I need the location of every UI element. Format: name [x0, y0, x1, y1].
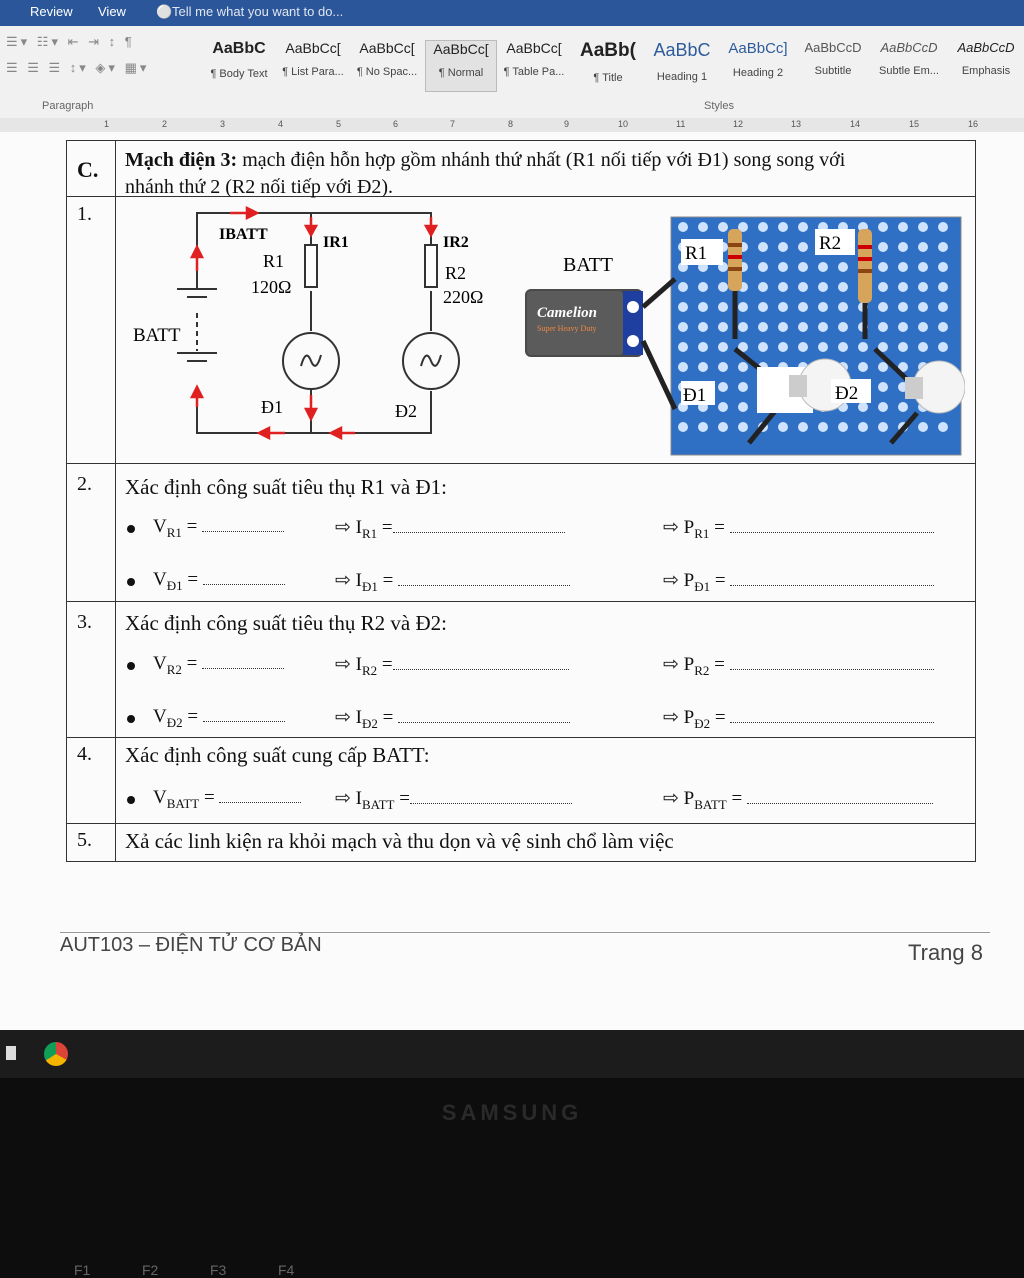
breadboard-hole [778, 282, 788, 292]
arrow-icon: ⇨ [663, 707, 679, 728]
style-subtitle[interactable]: AaBbCcD Subtitle [804, 40, 862, 77]
i-d2-field[interactable]: ⇨ $I_{Đ2}$ = [335, 706, 570, 732]
breadboard-hole [698, 422, 708, 432]
breadboard-hole [718, 402, 728, 412]
breadboard-hole [878, 322, 888, 332]
breadboard-hole [678, 422, 688, 432]
breadboard-hole [938, 322, 948, 332]
arrow-icon: ⇨ [335, 788, 351, 809]
section-letter: C. [77, 157, 99, 182]
breadboard-hole [678, 302, 688, 312]
breadboard-hole [738, 382, 748, 392]
style-subtle-emphasis[interactable]: AaBbCcD Subtle Em... [879, 40, 939, 77]
breadboard-hole [878, 382, 888, 392]
menubar [0, 0, 1024, 26]
breadboard-hole [738, 322, 748, 332]
breadboard-hole [678, 282, 688, 292]
styles-group-label: Styles [704, 100, 734, 112]
breadboard-hole [798, 262, 808, 272]
arrow-icon: ⇨ [335, 707, 351, 728]
breadboard-hole [678, 222, 688, 232]
menu-review[interactable]: Review [30, 4, 73, 19]
paragraph-tools [6, 34, 186, 94]
breadboard-hole [738, 422, 748, 432]
bullet-icon [127, 796, 135, 804]
breadboard-hole [798, 322, 808, 332]
breadboard-hole [758, 282, 768, 292]
breadboard-hole [698, 322, 708, 332]
samsung-logo: SAMSUNG [441, 1100, 583, 1125]
breadboard-hole [698, 342, 708, 352]
breadboard-hole [718, 322, 728, 332]
key-f3: F3 [210, 1262, 227, 1278]
v-r1-field[interactable]: $V_{R1}$ = [153, 516, 284, 541]
breadboard-hole [818, 422, 828, 432]
key-f2: F2 [142, 1262, 159, 1278]
breadboard-hole [738, 302, 748, 312]
v-d1-field[interactable]: $V_{Đ1}$ = [153, 569, 285, 594]
arrow-icon: ⇨ [663, 654, 679, 675]
answer-row [67, 706, 975, 736]
batt-label: BATT [133, 325, 181, 346]
step3-number: 3. [77, 611, 92, 633]
r2-label: R2 [445, 263, 467, 283]
breadboard-hole [778, 242, 788, 252]
key-f4: F4 [278, 1262, 295, 1278]
bb-batt-label: BATT [563, 254, 613, 276]
breadboard-hole [838, 322, 848, 332]
column-divider [115, 141, 116, 861]
battery-image [525, 289, 643, 357]
circuit-schematic [125, 201, 505, 451]
breadboard-hole [878, 422, 888, 432]
i-r1-field[interactable]: ⇨ $I_{R1}$ = [335, 516, 565, 542]
svg-text:Super Heavy Duty: Super Heavy Duty [537, 324, 597, 333]
breadboard-hole [918, 302, 928, 312]
style-heading-1[interactable]: AaBbC Heading 1 [653, 40, 711, 83]
style-body-text[interactable]: AaBbC ¶ Body Text [210, 40, 268, 80]
breadboard-hole [918, 422, 928, 432]
breadboard-hole [718, 222, 728, 232]
breadboard-hole [698, 362, 708, 372]
svg-text:Camelion: Camelion [537, 305, 598, 321]
breadboard-hole [898, 322, 908, 332]
breadboard-hole [838, 302, 848, 312]
breadboard-hole [818, 262, 828, 272]
breadboard-hole [938, 422, 948, 432]
breadboard-hole [938, 302, 948, 312]
arrow-icon: ⇨ [335, 517, 351, 538]
document-page[interactable] [0, 132, 1024, 1030]
style-normal[interactable]: AaBbCc[ ¶ Normal [425, 40, 497, 92]
breadboard-hole [898, 262, 908, 272]
breadboard-hole [918, 242, 928, 252]
step4-number: 4. [77, 743, 92, 765]
style-heading-2[interactable]: AaBbCc] Heading 2 [728, 40, 788, 79]
bb-r2-label: R2 [819, 233, 842, 254]
lightbulb-icon: ⚪ [156, 4, 173, 19]
breadboard-hole [798, 222, 808, 232]
breadboard-hole [758, 342, 768, 352]
breadboard-hole [878, 362, 888, 372]
footer-page-number: Trang 8 [908, 940, 984, 965]
breadboard-hole [898, 302, 908, 312]
breadboard-hole [918, 282, 928, 292]
answer-row [67, 787, 975, 817]
breadboard-hole [678, 322, 688, 332]
breadboard-hole [718, 382, 728, 392]
step2-title: Xác định công suất tiêu thụ R1 và Đ1: [125, 475, 447, 499]
breadboard-hole [798, 282, 808, 292]
resistor-r1 [728, 229, 742, 291]
breadboard-hole [898, 402, 908, 412]
breadboard-hole [838, 262, 848, 272]
bullet-icon [127, 662, 135, 670]
style-list-para[interactable]: AaBbCc[ ¶ List Para... [282, 40, 344, 78]
style-no-spacing[interactable]: AaBbCc[ ¶ No Spac... [356, 40, 418, 78]
breadboard-hole [918, 262, 928, 272]
breadboard-hole [878, 282, 888, 292]
ribbon [0, 26, 1024, 119]
arrow-icon: ⇨ [663, 788, 679, 809]
style-title[interactable]: AaBb( ¶ Title [580, 40, 636, 84]
breadboard-hole [698, 222, 708, 232]
arrow-icon: ⇨ [335, 570, 351, 591]
breadboard-hole [778, 342, 788, 352]
breadboard-hole [858, 362, 868, 372]
breadboard-hole [678, 362, 688, 372]
r1-label: R1 [263, 251, 285, 271]
step1-number: 1. [77, 203, 92, 225]
r1-value: 120Ω [251, 277, 292, 297]
breadboard-hole [898, 242, 908, 252]
breadboard-hole [938, 342, 948, 352]
breadboard-hole [738, 362, 748, 372]
breadboard-hole [818, 322, 828, 332]
arrow-icon: ⇨ [335, 654, 351, 675]
breadboard-hole [718, 302, 728, 312]
breadboard-hole [778, 422, 788, 432]
p-r1-field[interactable]: ⇨ $P_{R1}$ = [663, 516, 934, 542]
breadboard-hole [858, 402, 868, 412]
breadboard-hole [818, 282, 828, 292]
breadboard-hole [858, 422, 868, 432]
style-table-para[interactable]: AaBbCc[ ¶ Table Pa... [503, 40, 565, 78]
breadboard-hole [678, 342, 688, 352]
bb-d1-label: Đ1 [683, 385, 707, 406]
breadboard-hole [758, 222, 768, 232]
taskbar [0, 1030, 1024, 1078]
chrome-icon[interactable] [44, 1042, 68, 1066]
footer-course: AUT103 – ĐIỆN TỬ CƠ BẢN [60, 934, 322, 956]
breadboard-hole [878, 302, 888, 312]
resistor-r2 [858, 229, 872, 303]
breadboard-hole [918, 322, 928, 332]
menu-view[interactable]: View [98, 4, 126, 19]
step5-title: Xả các linh kiện ra khỏi mạch và thu dọn và vệ sinh chổ làm việc [125, 829, 674, 853]
bullet-icon [127, 525, 135, 533]
i-batt-label: IBATT [219, 226, 268, 243]
i-r2-label: IR2 [443, 234, 469, 251]
breadboard-hole [778, 302, 788, 312]
answer-row [67, 516, 975, 546]
i-r1-label: IR1 [323, 234, 349, 251]
p-r2-field[interactable]: ⇨ $P_{R2}$ = [663, 653, 934, 679]
breadboard-hole [898, 282, 908, 292]
i-r2-field[interactable]: ⇨ $I_{R2}$ = [335, 653, 569, 679]
breadboard-hole [798, 242, 808, 252]
breadboard-hole [898, 222, 908, 232]
breadboard-hole [878, 262, 888, 272]
section-title: Mạch điện 3: mạch điện hỗn hợp gồm nhánh thứ nhất (R1 nối tiếp với Đ1) song song với nhánh thứ 2 (R2 nối tiếp với Đ2). [125, 147, 845, 201]
breadboard-hole [698, 282, 708, 292]
bullet-icon [127, 715, 135, 723]
breadboard-illustration [525, 199, 965, 461]
breadboard-hole [898, 342, 908, 352]
align-buttons[interactable]: ☰ ☰ ☰ ↕▾ ◈▾ ▦▾ [6, 60, 150, 75]
d1-label: Đ1 [261, 397, 283, 417]
breadboard-hole [938, 242, 948, 252]
breadboard-hole [718, 282, 728, 292]
list-buttons[interactable]: ☰▾ ☷▾ ⇤ ⇥ ↕ ¶ [6, 34, 135, 49]
breadboard-hole [818, 342, 828, 352]
paragraph-group-label: Paragraph [42, 100, 94, 112]
footer-divider [60, 932, 990, 933]
breadboard-hole [938, 222, 948, 232]
breadboard-hole [738, 402, 748, 412]
breadboard-hole [918, 222, 928, 232]
breadboard-hole [878, 402, 888, 412]
breadboard-hole [758, 322, 768, 332]
step4-title: Xác định công suất cung cấp BATT: [125, 743, 430, 767]
tell-me-box[interactable]: Tell me what you want to do... [172, 4, 344, 19]
step3-title: Xác định công suất tiêu thụ R2 và Đ2: [125, 611, 447, 635]
p-batt-field[interactable]: ⇨ $P_{BATT}$ = [663, 787, 933, 813]
arrow-icon: ⇨ [663, 517, 679, 538]
p-d1-field[interactable]: ⇨ $P_{Đ1}$ = [663, 569, 934, 595]
breadboard-hole [778, 262, 788, 272]
breadboard-hole [798, 342, 808, 352]
breadboard-hole [718, 362, 728, 372]
taskbar-app-icon[interactable] [6, 1046, 16, 1060]
bb-d2-label: Đ2 [835, 383, 859, 404]
bb-r1-label: R1 [685, 243, 708, 264]
arrow-icon: ⇨ [663, 570, 679, 591]
breadboard-hole [758, 302, 768, 312]
breadboard-hole [718, 422, 728, 432]
key-f1: F1 [74, 1262, 91, 1278]
breadboard-hole [778, 322, 788, 332]
breadboard-hole [938, 262, 948, 272]
step2-number: 2. [77, 473, 92, 495]
breadboard-hole [798, 302, 808, 312]
i-batt-field[interactable]: ⇨ $I_{BATT}$ = [335, 787, 572, 813]
v-r2-field[interactable]: $V_{R2}$ = [153, 653, 284, 678]
v-d2-field[interactable]: $V_{Đ2}$ = [153, 706, 285, 731]
breadboard-hole [878, 222, 888, 232]
breadboard-hole [798, 422, 808, 432]
breadboard-hole [838, 422, 848, 432]
bullet-icon [127, 578, 135, 586]
breadboard-hole [758, 262, 768, 272]
section-title-line2: nhánh thứ 2 (R2 nối tiếp với Đ2). [125, 176, 394, 198]
i-d1-field[interactable]: ⇨ $I_{Đ1}$ = [335, 569, 570, 595]
breadboard-hole [698, 302, 708, 312]
breadboard-hole [838, 282, 848, 292]
ruler[interactable]: 1 2 3 4 5 6 7 8 9 10 11 12 13 14 15 16 [0, 118, 1024, 133]
breadboard-hole [778, 222, 788, 232]
worksheet-table [66, 140, 976, 862]
p-d2-field[interactable]: ⇨ $P_{Đ2}$ = [663, 706, 934, 732]
v-batt-field[interactable]: $V_{BATT}$ = [153, 787, 301, 812]
answer-row [67, 653, 975, 683]
breadboard-hole [838, 342, 848, 352]
breadboard-hole [918, 342, 928, 352]
style-emphasis[interactable]: AaBbCcD Emphasis [957, 40, 1015, 77]
breadboard-hole [858, 342, 868, 352]
r2-value: 220Ω [443, 287, 484, 307]
step5-number: 5. [77, 829, 92, 851]
breadboard-hole [758, 242, 768, 252]
breadboard-hole [718, 342, 728, 352]
d2-label: Đ2 [395, 401, 417, 421]
breadboard-hole [878, 242, 888, 252]
breadboard-hole [818, 302, 828, 312]
answer-row [67, 569, 975, 599]
breadboard-hole [938, 282, 948, 292]
